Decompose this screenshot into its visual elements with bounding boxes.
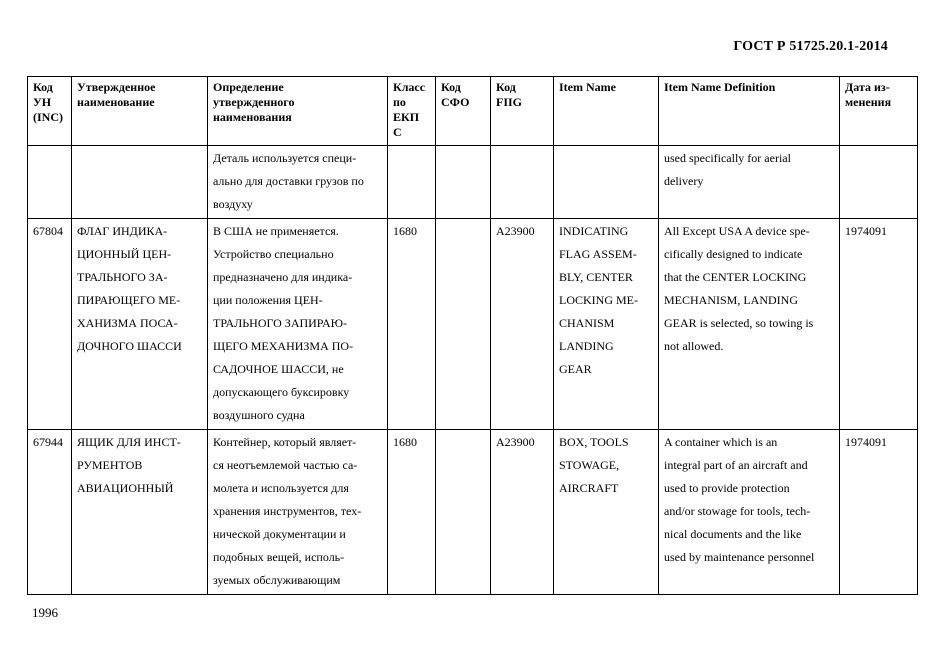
cell-text-line: Класс xyxy=(393,80,426,94)
cell-text-line: ся неотъемлемой частью са- xyxy=(213,458,358,472)
cell-text-line: Определение xyxy=(213,80,284,94)
header-code-inc xyxy=(28,77,72,146)
cell-sfo xyxy=(436,430,491,595)
cell-text-line: 1974091 xyxy=(845,435,887,449)
cell-text-line: 67944 xyxy=(33,435,63,449)
cell-text-line: наименование xyxy=(77,95,155,109)
header-fiig-code xyxy=(491,77,554,146)
catalog-table xyxy=(27,76,918,595)
cell-text-line: FLAG ASSEM- xyxy=(559,247,637,261)
cell-text-line: ФЛАГ ИНДИКА- xyxy=(77,224,168,238)
cell-text-line: зуемых обслуживающим xyxy=(213,573,341,587)
cell-class xyxy=(388,430,436,595)
cell-sfo xyxy=(436,146,491,219)
cell-item-name xyxy=(554,430,659,595)
cell-code xyxy=(28,430,72,595)
cell-text-line: All Except USA A device spe- xyxy=(664,224,810,238)
cell-code xyxy=(28,219,72,430)
cell-text-line: A container which is an xyxy=(664,435,778,449)
cell-text-line: молета и используется для xyxy=(213,481,349,495)
cell-text-line: LOCKING ME- xyxy=(559,293,638,307)
table-row xyxy=(28,219,918,430)
cell-item-definition xyxy=(659,430,840,595)
cell-item-name xyxy=(554,219,659,430)
cell-text-line: подобных вещей, исполь- xyxy=(213,550,345,564)
cell-name xyxy=(72,430,208,595)
cell-date xyxy=(840,146,918,219)
cell-text-line: A23900 xyxy=(496,224,535,238)
cell-name xyxy=(72,146,208,219)
cell-text-line: FIIG xyxy=(496,95,523,109)
table-body xyxy=(28,146,918,595)
cell-date xyxy=(840,219,918,430)
cell-text-line: Деталь используется специ- xyxy=(213,151,357,165)
cell-item-definition xyxy=(659,219,840,430)
cell-text-line: BOX, TOOLS xyxy=(559,435,629,449)
cell-text-line: AIRCRAFT xyxy=(559,481,619,495)
cell-text-line: нической документации и xyxy=(213,527,346,541)
cell-text-line: САДОЧНОЕ ШАССИ, не xyxy=(213,362,344,376)
cell-text-line: ЯЩИК ДЛЯ ИНСТ- xyxy=(77,435,181,449)
header-approved-name xyxy=(72,77,208,146)
cell-text-line: GEAR is selected, so towing is xyxy=(664,316,814,330)
cell-text-line: предназначено для индика- xyxy=(213,270,353,284)
cell-text-line: GEAR xyxy=(559,362,592,376)
cell-text-line: ДОЧНОГО ШАССИ xyxy=(77,339,182,353)
cell-sfo xyxy=(436,219,491,430)
cell-text-line: ЩЕГО МЕХАНИЗМА ПО- xyxy=(213,339,354,353)
cell-class xyxy=(388,146,436,219)
cell-text-line: BLY, CENTER xyxy=(559,270,633,284)
cell-text-line: ХАНИЗМА ПОСА- xyxy=(77,316,178,330)
cell-text-line: утвержденного xyxy=(213,95,295,109)
cell-text-line: УН xyxy=(33,95,52,109)
cell-text-line: used to provide protection xyxy=(664,481,790,495)
cell-text-line: and/or stowage for tools, tech- xyxy=(664,504,811,518)
cell-text-line: Item Name xyxy=(559,80,616,94)
cell-text-line: 1680 xyxy=(393,435,417,449)
table-row xyxy=(28,430,918,595)
cell-text-line: MECHANISM, LANDING xyxy=(664,293,798,307)
cell-fiig xyxy=(491,146,554,219)
table-header-row xyxy=(28,77,918,146)
cell-text-line: used specifically for aerial xyxy=(664,151,791,165)
cell-text-line: cifically designed to indicate xyxy=(664,247,803,261)
cell-text-line: СФО xyxy=(441,95,470,109)
cell-text-line: STOWAGE, xyxy=(559,458,620,472)
cell-text-line: nical documents and the like xyxy=(664,527,802,541)
header-item-name-definition xyxy=(659,77,840,146)
cell-name xyxy=(72,219,208,430)
cell-text-line: ТРАЛЬНОГО ЗАПИРАЮ- xyxy=(213,316,347,330)
cell-text-line: по xyxy=(393,95,406,109)
cell-text-line: LANDING xyxy=(559,339,614,353)
cell-class xyxy=(388,219,436,430)
cell-text-line: В США не применяется. xyxy=(213,224,339,238)
cell-text-line: Код xyxy=(441,80,461,94)
cell-item-name xyxy=(554,146,659,219)
cell-text-line: 1974091 xyxy=(845,224,887,238)
cell-text-line: воздуху xyxy=(213,197,253,211)
cell-text-line: Устройство специально xyxy=(213,247,334,261)
cell-text-line: (INC) xyxy=(33,110,63,124)
cell-definition xyxy=(208,219,388,430)
cell-text-line: менения xyxy=(845,95,892,109)
header-change-date xyxy=(840,77,918,146)
cell-text-line: ции положения ЦЕН- xyxy=(213,293,323,307)
cell-text-line: Код xyxy=(33,80,53,94)
cell-text-line: INDICATING xyxy=(559,224,629,238)
header-sfo-code xyxy=(436,77,491,146)
cell-text-line: A23900 xyxy=(496,435,535,449)
cell-text-line: РУМЕНТОВ xyxy=(77,458,143,472)
cell-text-line: Item Name Definition xyxy=(664,80,776,94)
cell-text-line: С xyxy=(393,125,402,139)
cell-text-line: Утвержденное xyxy=(77,80,156,94)
page-number: 1996 xyxy=(32,605,58,620)
cell-text-line: ально для доставки грузов по xyxy=(213,174,364,188)
cell-text-line: ЦИОННЫЙ ЦЕН- xyxy=(77,247,172,261)
cell-text-line: хранения инструментов, тех- xyxy=(213,504,362,518)
cell-text-line: допускающего буксировку xyxy=(213,385,350,399)
cell-text-line: delivery xyxy=(664,174,704,188)
cell-text-line: наименования xyxy=(213,110,292,124)
cell-definition xyxy=(208,430,388,595)
cell-text-line: АВИАЦИОННЫЙ xyxy=(77,481,174,495)
table-row xyxy=(28,146,918,219)
cell-code xyxy=(28,146,72,219)
cell-text-line: Дата из- xyxy=(845,80,890,94)
cell-item-definition xyxy=(659,146,840,219)
cell-text-line: that the CENTER LOCKING xyxy=(664,270,807,284)
cell-date xyxy=(840,430,918,595)
cell-text-line: ТРАЛЬНОГО ЗА- xyxy=(77,270,168,284)
cell-text-line: used by maintenance personnel xyxy=(664,550,815,564)
cell-text-line: ПИРАЮЩЕГО МЕ- xyxy=(77,293,181,307)
cell-text-line: воздушного судна xyxy=(213,408,305,422)
header-item-name xyxy=(554,77,659,146)
cell-text-line: integral part of an aircraft and xyxy=(664,458,808,472)
cell-fiig xyxy=(491,430,554,595)
cell-definition xyxy=(208,146,388,219)
header-class xyxy=(388,77,436,146)
header-definition xyxy=(208,77,388,146)
cell-text-line: not allowed. xyxy=(664,339,724,353)
cell-text-line: 1680 xyxy=(393,224,417,238)
cell-text-line: Код xyxy=(496,80,516,94)
cell-text-line: ЕКП xyxy=(393,110,420,124)
cell-text-line: 67804 xyxy=(33,224,63,238)
cell-text-line: CHANISM xyxy=(559,316,615,330)
cell-text-line: Контейнер, который являет- xyxy=(213,435,357,449)
document-code: ГОСТ Р 51725.20.1-2014 xyxy=(733,39,888,54)
cell-fiig xyxy=(491,219,554,430)
